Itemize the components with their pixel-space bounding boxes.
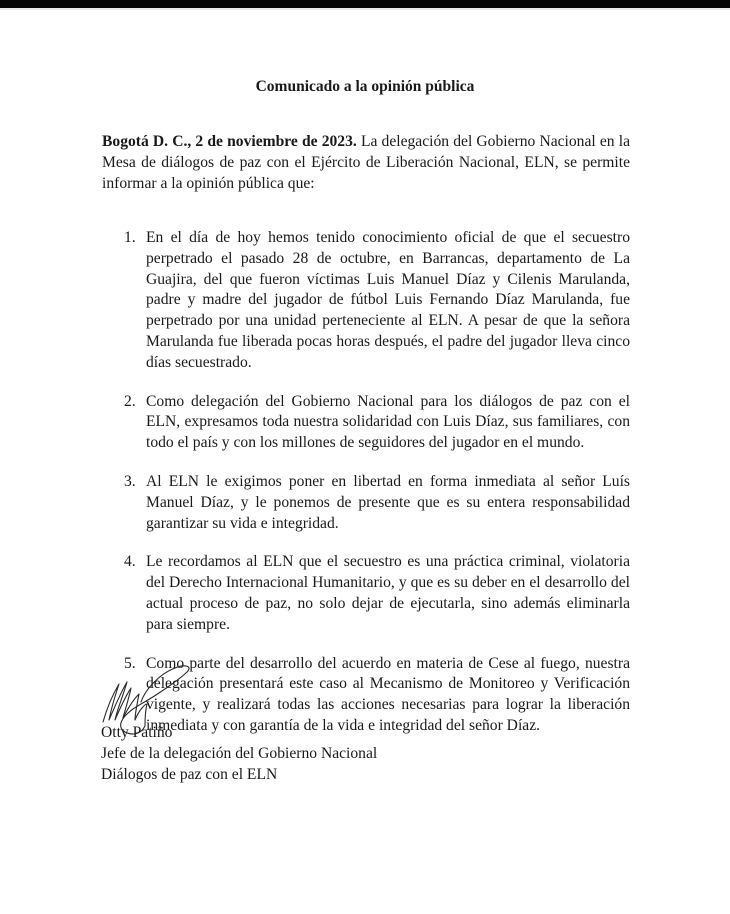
list-item	[112, 392, 630, 454]
signer-role: Jefe de la delegación del Gobierno Nacional	[101, 745, 378, 762]
signer-block	[101, 722, 377, 785]
list-item-number: 1.	[124, 229, 136, 246]
list-item-text: Como parte del desarrollo del acuerdo en materia de Cese al fuego, nuestra delegación presentará este caso al Mecanismo de Monitoreo y Verificación vigente, y realizará todas las acciones necesarias para lograr la liberación inmediata y con garantía de la vida e integridad del señor Díaz.	[146, 654, 630, 734]
list-item-text: En el día de hoy hemos tenido conocimiento oficial de que el secuestro perpetrado el pasado 28 de octubre, en Barrancas, departamento de La Guajira, del que fueron víctimas Luis Manuel Díaz y Cilenis Marulanda, padre y madre del jugador de fútbol Luis Fernando Díaz Marulanda, fue perpetrado por una unidad perteneciente al ELN. A pesar de que la señora Marulanda fue liberada pocas horas después, el padre del jugador lleva cinco días secuestrado.	[146, 229, 630, 371]
list-item	[112, 472, 630, 534]
top-black-bar	[0, 0, 730, 8]
list-item-number: 2.	[124, 392, 136, 410]
list-item	[112, 228, 630, 374]
intro-paragraph	[102, 131, 630, 194]
signer-organization: Diálogos de paz con el ELN	[101, 766, 278, 783]
document-title: Comunicado a la opinión pública	[255, 78, 475, 95]
list-item-text: Como delegación del Gobierno Nacional para los diálogos de paz con el ELN, expresamos toda nuestra solidaridad con Luis Díaz, sus familiares, con todo el país y con los millones de seguidores del jugador en el mundo.	[146, 392, 630, 452]
top-bar-edge	[0, 8, 730, 10]
intro-text: La delegación del Gobierno Nacional en la Mesa de diálogos de paz con el Ejército de Liberación Nacional, ELN, se permite informar a la opinión pública que:	[102, 133, 630, 192]
list-item-number: 3.	[124, 472, 136, 490]
list-item-text: Le recordamos al ELN que el secuestro es una práctica criminal, violatoria del Derecho Internacional Humanitario, y que es su deber en el desarrollo del actual proceso de paz, no solo dejar de ejecutarla, sino además eliminarla para siempre.	[146, 553, 630, 633]
dateline: Bogotá D. C., 2 de noviembre de 2023.	[102, 133, 357, 150]
signer-name: Otty Patiño	[101, 724, 173, 741]
list-item-number: 4.	[124, 553, 136, 571]
list-item	[112, 552, 630, 635]
list-item-text: Al ELN le exigimos poner en libertad en forma inmediata al señor Luís Manuel Díaz, y le ponemos de presente que es su entera responsabilidad garantizar su vida e integridad.	[146, 472, 630, 532]
list-item-number: 5.	[124, 654, 136, 672]
